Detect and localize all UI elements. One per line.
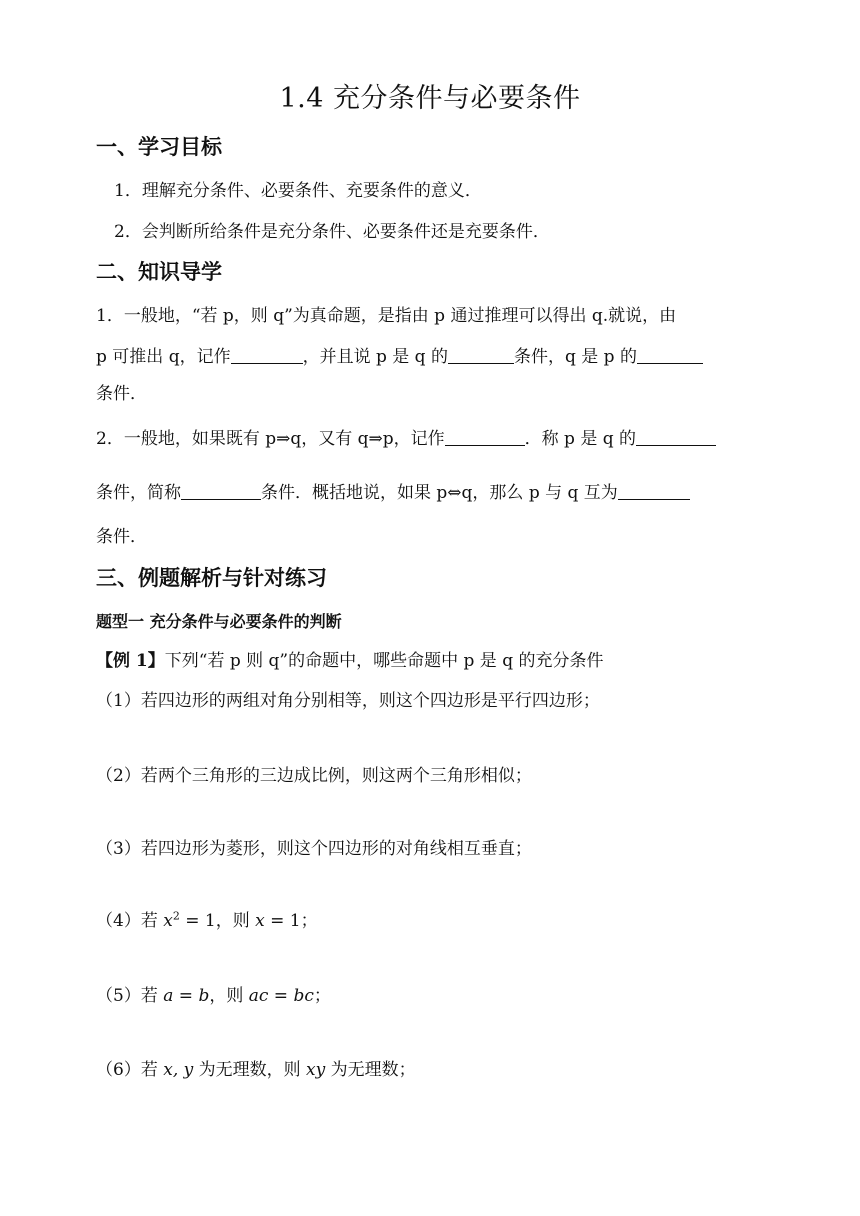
- example-text: 下列“若 p 则 q”的命题中，哪些命题中 p 是 q 的充分条件: [164, 651, 604, 671]
- text-run: ，则: [215, 911, 256, 931]
- knowledge-p2-line2: [96, 478, 690, 503]
- section-heading-examples: 三、例题解析与针对练习: [96, 566, 327, 590]
- text-run: 为无理数；: [325, 1060, 416, 1080]
- example-item-1: （1）若四边形的两组对角分别相等，则这个四边形是平行四边形；: [96, 691, 600, 711]
- fill-blank: [618, 483, 690, 500]
- goal-item-1: 1．理解充分条件、必要条件、充要条件的意义．: [114, 181, 482, 201]
- example-item-2: （2）若两个三角形的三边成比例，则这两个三角形相似；: [96, 766, 532, 786]
- knowledge-p1-line3: 条件．: [96, 384, 147, 404]
- math-eq: = 1: [264, 911, 301, 931]
- example-1: [96, 646, 604, 671]
- text-run: 为无理数，则: [193, 1060, 307, 1080]
- page-title: 1.4 充分条件与必要条件: [279, 83, 581, 114]
- math-var: bc: [293, 986, 314, 1006]
- math-var: ac: [248, 986, 269, 1006]
- text-run: （4）若: [96, 911, 164, 931]
- math-var: x: [255, 911, 265, 931]
- text-run: 2．一般地，如果既有 p⇒q，又有 q⇒p，记作: [96, 429, 445, 449]
- text-run: （5）若: [96, 986, 164, 1006]
- example-item-6: [96, 1055, 416, 1080]
- text-run: 条件，q 是 p 的: [513, 347, 637, 367]
- knowledge-p2-line1: [96, 424, 716, 449]
- text-run: 条件．概括地说，如果 p⇔q，那么 p 与 q 互为: [261, 483, 618, 503]
- math-var: x: [163, 911, 173, 931]
- math-var: xy: [306, 1060, 326, 1080]
- section-heading-knowledge: 二、知识导学: [96, 260, 222, 284]
- example-item-5: [96, 981, 331, 1006]
- text-run: ；: [313, 986, 331, 1006]
- fill-blank: [231, 347, 303, 364]
- math-eq: = 1: [179, 911, 216, 931]
- knowledge-p1-line2: [96, 342, 703, 367]
- text-run: ．称 p 是 q 的: [524, 429, 637, 449]
- question-type-heading: 题型一 充分条件与必要条件的判断: [96, 612, 342, 631]
- math-var: a: [163, 986, 174, 1006]
- math-eq: =: [268, 986, 294, 1006]
- goal-item-2: 2．会判断所给条件是充分条件、必要条件还是充要条件．: [114, 222, 550, 242]
- math-exponent: 2: [172, 909, 180, 923]
- example-item-4: [96, 906, 318, 931]
- example-item-3: （3）若四边形为菱形，则这个四边形的对角线相互垂直；: [96, 839, 532, 859]
- text-run: ，则: [209, 986, 249, 1006]
- fill-blank: [181, 483, 261, 500]
- knowledge-p2-line3: 条件．: [96, 527, 147, 547]
- fill-blank: [636, 429, 716, 446]
- text-run: p 可推出 q，记作: [96, 347, 231, 367]
- text-run: ，并且说 p 是 q 的: [302, 347, 448, 367]
- math-eq: =: [173, 986, 199, 1006]
- knowledge-p1-line1: 1．一般地，“若 p，则 q”为真命题，是指由 p 通过推理可以得出 q.就说，由: [96, 306, 677, 326]
- section-heading-goals: 一、学习目标: [96, 135, 222, 159]
- text-run: 条件，简称: [96, 483, 181, 503]
- math-var: b: [198, 986, 210, 1006]
- math-var: x, y: [163, 1060, 194, 1080]
- text-run: （6）若: [96, 1060, 164, 1080]
- fill-blank: [448, 347, 514, 364]
- fill-blank: [637, 347, 703, 364]
- example-label: 【例 1】: [96, 651, 165, 671]
- fill-blank: [445, 429, 525, 446]
- text-run: ；: [300, 911, 318, 931]
